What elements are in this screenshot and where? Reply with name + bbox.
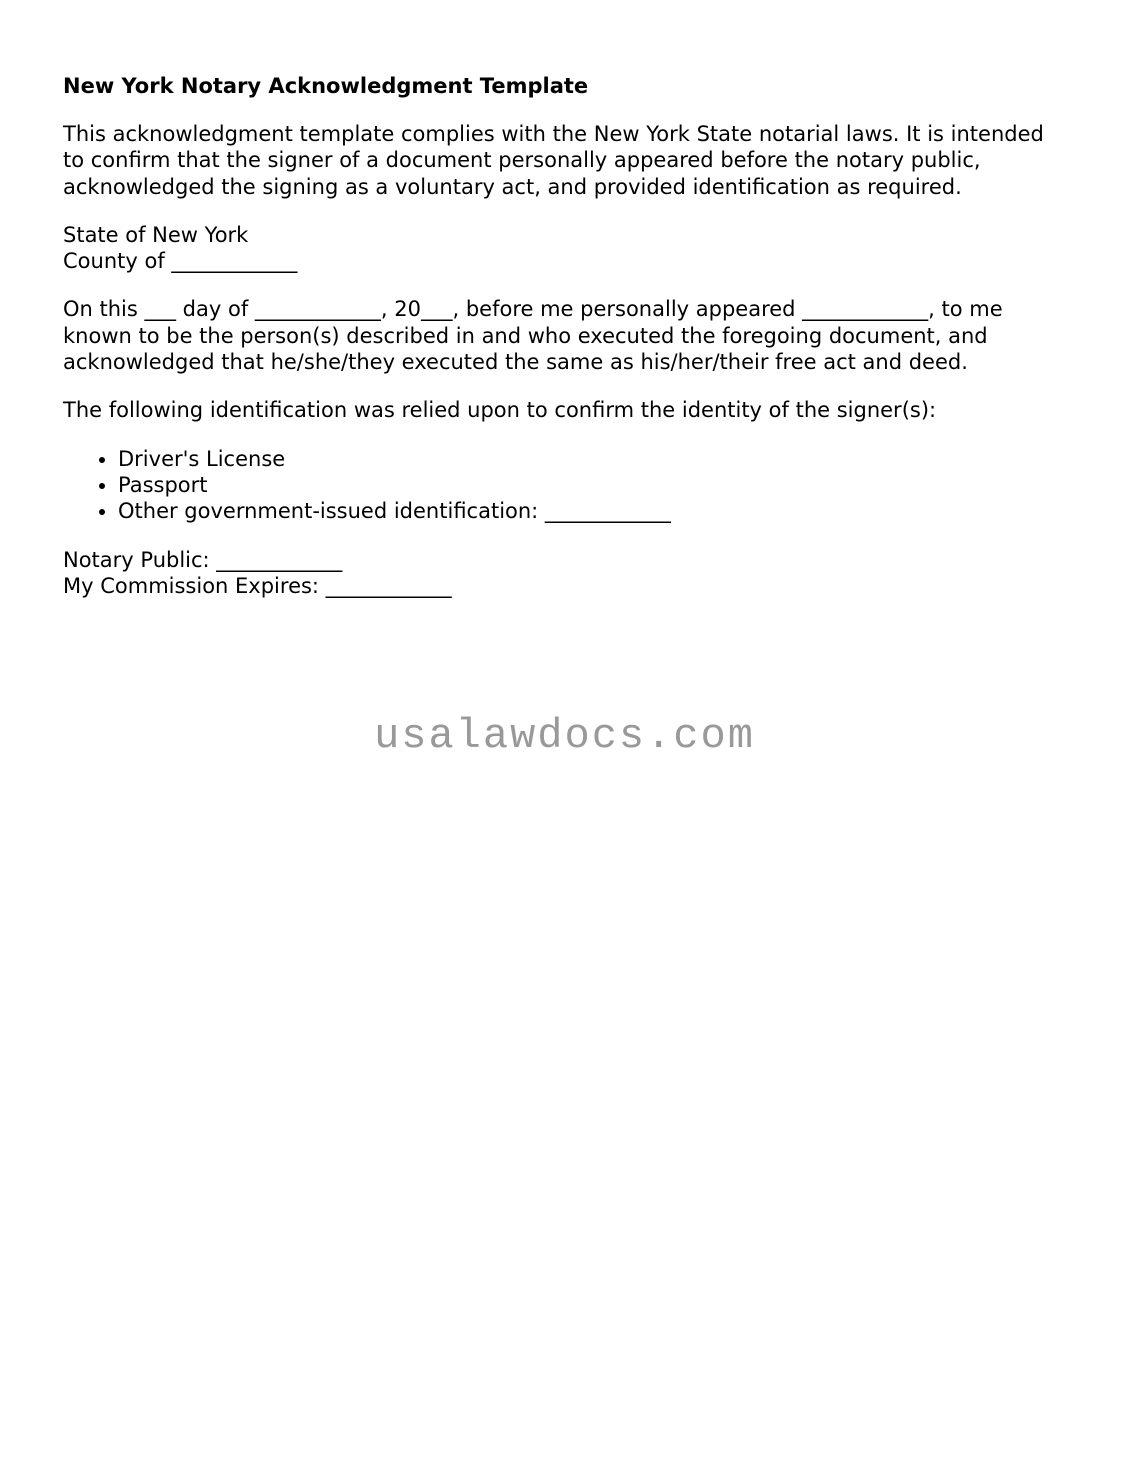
state-line: State of New York [63, 222, 249, 247]
document-title: New York Notary Acknowledgment Template [63, 74, 589, 98]
list-item-passport: • Passport [118, 472, 1063, 498]
watermark: usalawdocs.com [374, 712, 755, 760]
acknowledgment-statement: On this ___ day of ____________, 20___, before me personally appeared ____________, to me known to be the person(s) described in and who executed the foregoing document, and acknowledged that he/she/they executed the same as his/her/their free act and deed. [63, 297, 1003, 375]
notary-public-line: Notary Public: ____________ [63, 547, 343, 572]
intro-paragraph: This acknowledgment template complies with the New York State notarial laws. It is intended to confirm that the signer of a document personally appeared before the notary public, acknowledged the signing as a voluntary act, and provided identification as required. [63, 122, 1044, 199]
commission-expires-line: My Commission Expires: ____________ [63, 573, 452, 598]
identification-intro: The following identification was relied upon to confirm the identity of the signer(s): [63, 398, 937, 423]
identification-list [63, 446, 1063, 525]
county-line: County of ____________ [63, 249, 298, 274]
document-page [63, 72, 1063, 621]
list-item-other-id: • Other government-issued identification: ____________ [118, 498, 1063, 524]
list-item-drivers-license: • Driver's License [118, 446, 1063, 472]
venue-block [63, 222, 1063, 275]
notary-signature-block [63, 547, 1063, 600]
